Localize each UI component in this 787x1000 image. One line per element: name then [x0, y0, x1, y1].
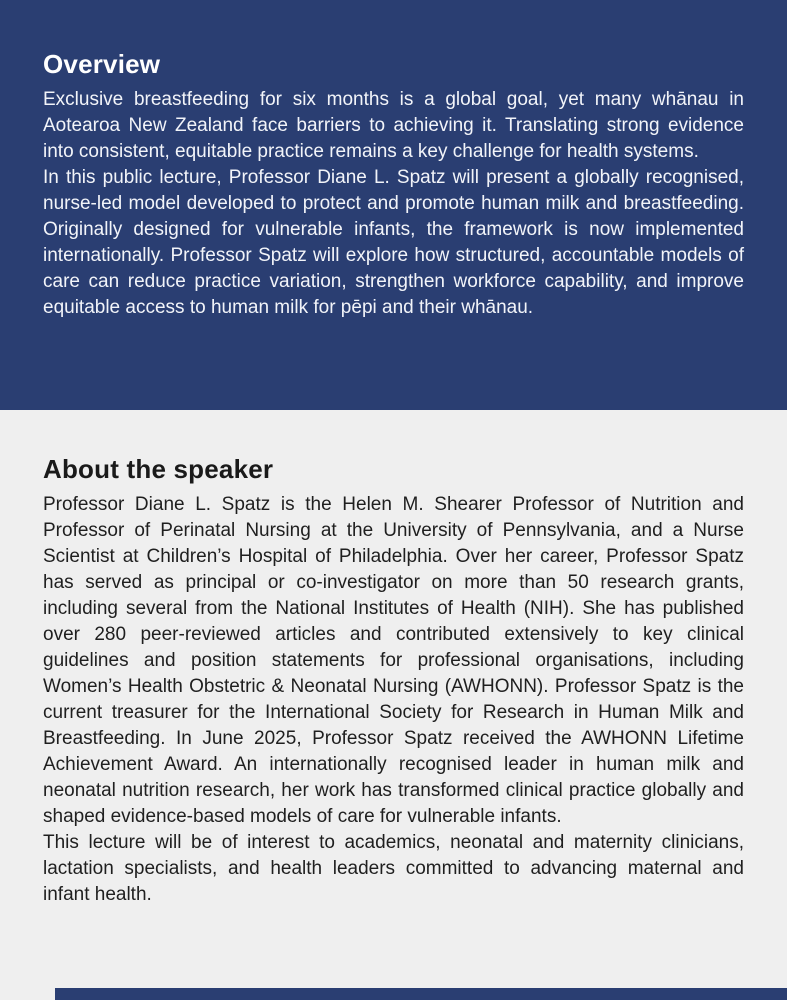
- overview-heading: Overview: [43, 49, 161, 79]
- overview-section: [0, 0, 787, 410]
- overview-paragraph-2: In this public lecture, Professor Diane L. Spatz will present a globally recognised, nurse-led model developed to protect and promote human milk and breastfeeding. Originally designed for vulnerable infants, the framework is now implemented internationally. Professor Spatz will explore how structured, accountable models of care can reduce practice variation, strengthen workforce capability, and improve equitable access to human milk for pēpi and their whānau.: [43, 167, 744, 318]
- overview-paragraph-1: Exclusive breastfeeding for six months is a global goal, yet many whānau in Aotearoa New Zealand face barriers to achieving it. Translating strong evidence into consistent, equitable practice remains a key challenge for health systems.: [43, 89, 744, 162]
- about-speaker-section: [0, 410, 787, 1000]
- about-paragraph-2: This lecture will be of interest to academics, neonatal and maternity clinicians, lactation specialists, and health leaders committed to advancing maternal and infant health.: [43, 832, 744, 905]
- about-speaker-heading: About the speaker: [43, 454, 274, 484]
- next-section-top-edge: [55, 988, 787, 1000]
- about-paragraph-1: Professor Diane L. Spatz is the Helen M. Shearer Professor of Nutrition and Professor of Perinatal Nursing at the University of Pennsylvania, and a Nurse Scientist at Children’s Hospital of Philadelphia. Over her career, Professor Spatz has served as principal or co-investigator on more than 50 research grants, including several from the National Institutes of Health (NIH). She has published over 280 peer-reviewed articles and contributed extensively to key clinical guidelines and position statements for professional organisations, including Women’s Health Obstetric & Neonatal Nursing (AWHONN). Professor Spatz is the current treasurer for the International Society for Research in Human Milk and Breastfeeding. In June 2025, Professor Spatz received the AWHONN Lifetime Achievement Award. An internationally recognised leader in human milk and neonatal nutrition research, her work has transformed clinical practice globally and shaped evidence-based models of care for vulnerable infants.: [43, 494, 744, 827]
